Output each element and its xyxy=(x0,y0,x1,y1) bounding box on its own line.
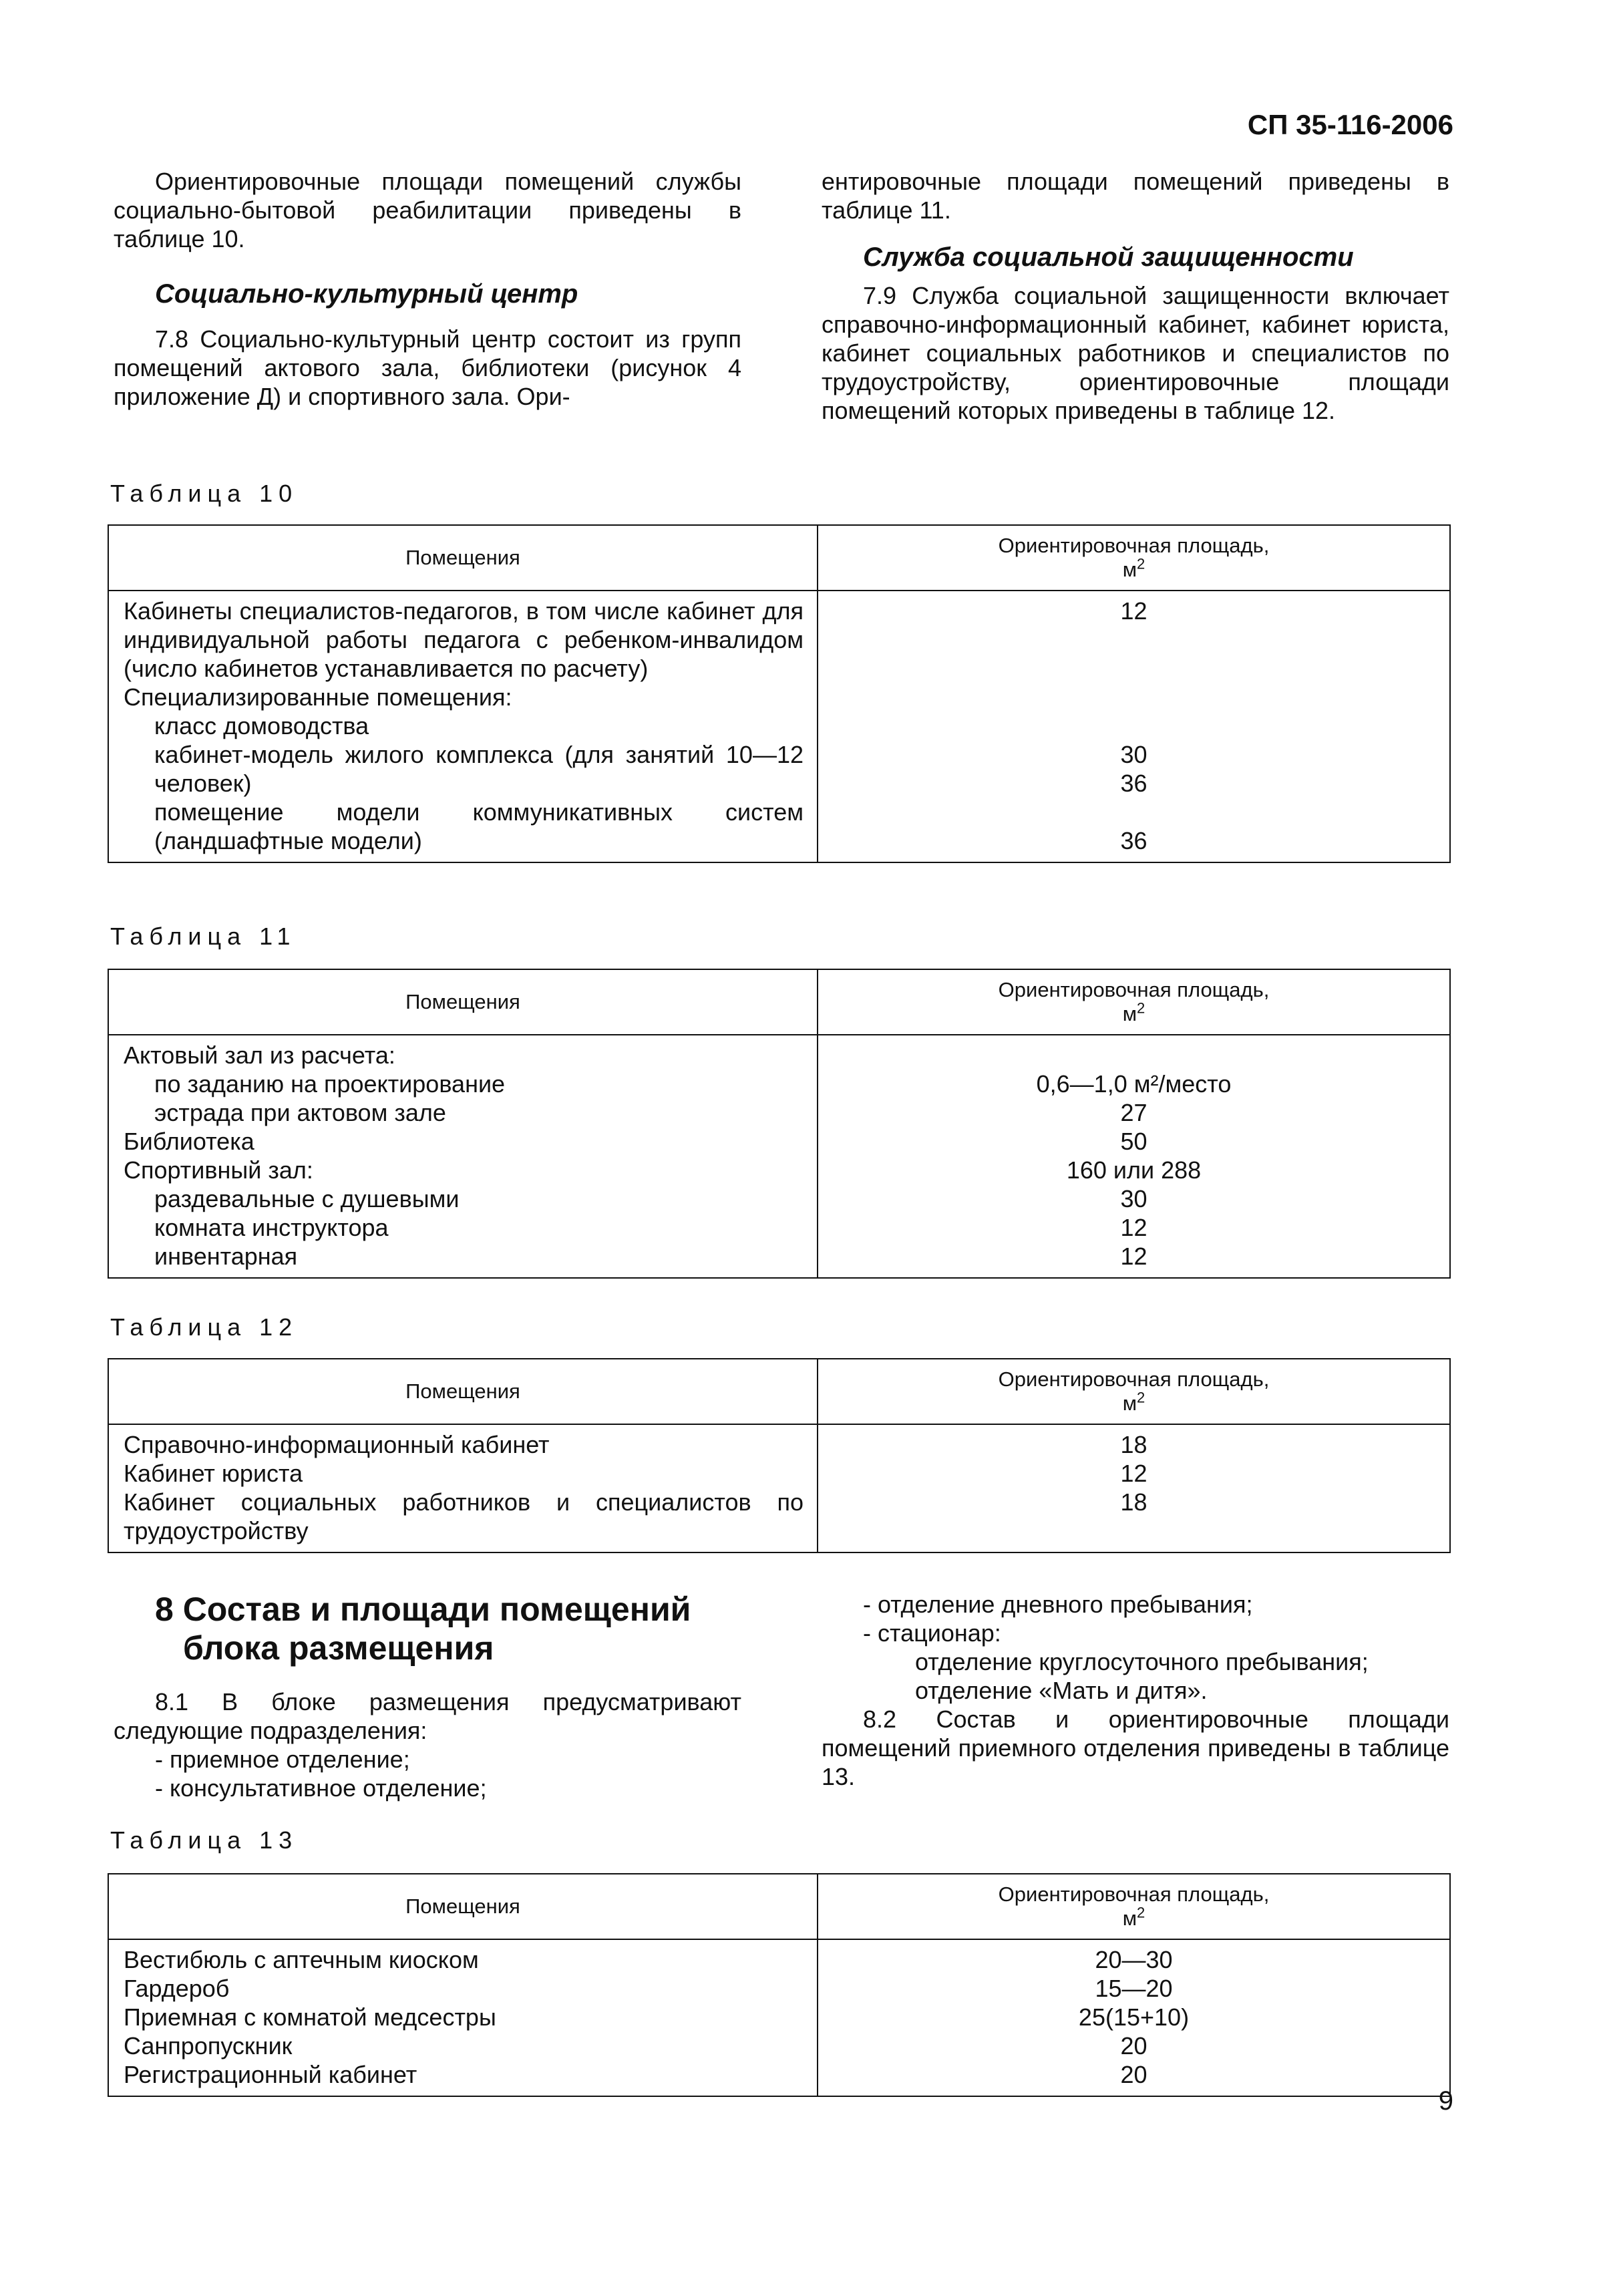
column-header: Ориентировочная площадь, $м^2$ xyxy=(818,1874,1450,1939)
paragraph: ентировочные площади помещений приведены в таблице 11. xyxy=(822,168,1449,224)
area-value: 12 xyxy=(1120,597,1147,625)
area-value: 36 xyxy=(1120,770,1147,797)
list-item: - консультативное отделение; xyxy=(155,1774,487,1802)
list-item: раздевальные с душевыми xyxy=(154,1185,460,1212)
area-value: 30 xyxy=(1120,1185,1147,1212)
table-caption: Таблица 11 xyxy=(110,923,297,950)
list-item: класс домоводства xyxy=(154,712,369,740)
section-heading: Служба социальной защищенности xyxy=(863,242,1354,272)
paragraph: 7.9 Служба социальной защищенности включает справочно-информационный кабинет, кабинет юриста, кабинет социальных работников и специалистов по трудоустройству, ориентировочные площади помещений которых приведены в таблице 12. xyxy=(822,282,1449,424)
list-item: Регистрационный кабинет xyxy=(124,2061,417,2088)
areas-cell xyxy=(818,1939,1450,2096)
list-item: - стационар: xyxy=(863,1619,1001,1647)
area-value: 30 xyxy=(1120,741,1147,768)
right-column-section8 xyxy=(822,1590,1449,1791)
list-item: Вестибюль с аптечным киоском xyxy=(124,1946,479,1973)
paragraph: 7.8 Социально-культурный центр состоит из групп помещений актового зала, библиотеки (рисунок 4 приложение Д) и спортивного зала. Ори- xyxy=(114,325,741,410)
table-11 xyxy=(108,969,1451,1279)
area-value: 20 xyxy=(1120,2061,1147,2088)
rooms-cell xyxy=(108,1035,818,1278)
left-column-section8 xyxy=(114,1590,741,1802)
page-number: 9 xyxy=(1438,2086,1453,2116)
column-header: Помещения xyxy=(108,1874,818,1939)
table-13 xyxy=(108,1873,1451,2097)
area-value: 25(15+10) xyxy=(1078,2003,1190,2031)
list-item: инвентарная xyxy=(154,1243,298,1270)
chapter-heading: 8 Состав и площади помещений блока размещения xyxy=(155,1591,691,1667)
rooms-cell xyxy=(108,591,818,862)
column-header: Помещения xyxy=(108,525,818,591)
column-header: Ориентировочная площадь, $м^2$ xyxy=(818,525,1450,591)
list-item: Кабинет социальных работников и специалистов по трудоустройству xyxy=(124,1488,804,1544)
list-item: помещение модели коммуникативных систем (ландшафтные модели) xyxy=(154,798,804,854)
area-value: 0,6—1,0 м²/место xyxy=(1036,1070,1232,1098)
paragraph: 8.1 В блоке размещения предусматривают следующие подразделения: xyxy=(114,1688,741,1744)
areas-cell xyxy=(818,1035,1450,1278)
area-value xyxy=(818,1041,1449,1070)
list-item: Гардероб xyxy=(124,1975,230,2002)
list-item: кабинет-модель жилого комплекса (для занятий 10—12 человек) xyxy=(154,741,804,797)
list-item: отделение «Мать и дитя». xyxy=(915,1677,1208,1704)
area-value: 12 xyxy=(1120,1214,1147,1241)
table-caption: Таблица 10 xyxy=(110,480,299,507)
area-value: 160 или 288 xyxy=(1066,1156,1202,1184)
table-12 xyxy=(108,1358,1451,1553)
area-value: 12 xyxy=(1120,1243,1147,1270)
list-item: Библиотека xyxy=(124,1128,254,1155)
area-value: 27 xyxy=(1120,1099,1147,1126)
area-value: 18 xyxy=(1120,1488,1147,1516)
list-item: Спортивный зал: xyxy=(124,1156,313,1184)
column-header: Ориентировочная площадь, $м^2$ xyxy=(818,969,1450,1035)
area-value: 36 xyxy=(1120,827,1147,854)
column-header: Помещения xyxy=(108,1359,818,1424)
area-value: 18 xyxy=(1120,1431,1147,1458)
paragraph: Ориентировочные площади помещений службы социально-бытовой реабилитации приведены в таблице 10. xyxy=(114,168,741,253)
list-item: эстрада при актовом зале xyxy=(154,1099,446,1126)
right-column-top xyxy=(822,167,1449,425)
list-item: Приемная с комнатой медсестры xyxy=(124,2003,496,2031)
table-10 xyxy=(108,524,1451,863)
list-item: Санпропускник xyxy=(124,2032,293,2060)
column-header: Ориентировочная площадь, $м^2$ xyxy=(818,1359,1450,1424)
list-item: - приемное отделение; xyxy=(155,1746,410,1773)
list-item: Кабинет юриста xyxy=(124,1460,303,1487)
section-heading: Социально-культурный центр xyxy=(155,279,578,309)
rooms-cell xyxy=(108,1939,818,2096)
area-value: 20 xyxy=(1120,2032,1147,2060)
area-value xyxy=(818,711,1449,740)
area-value: 15—20 xyxy=(1095,1975,1173,2002)
list-item: Кабинеты специалистов-педагогов, в том числе кабинет для индивидуальной работы педагога с ребенком-инвалидом (число кабинетов устанавливается по расчету) xyxy=(124,597,804,682)
list-item: Специализированные помещения: xyxy=(124,683,512,711)
area-value: 50 xyxy=(1120,1128,1147,1155)
left-column-top xyxy=(114,167,741,411)
list-item: Актовый зал из расчета: xyxy=(124,1041,395,1069)
area-value: 20—30 xyxy=(1095,1946,1173,1973)
list-item: комната инструктора xyxy=(154,1214,389,1241)
list-item: отделение круглосуточного пребывания; xyxy=(915,1648,1369,1675)
table-caption: Таблица 13 xyxy=(110,1826,299,1854)
areas-cell xyxy=(818,591,1450,862)
document-id: СП 35-116-2006 xyxy=(1247,109,1453,140)
area-value: 12 xyxy=(1120,1460,1147,1487)
column-header: Помещения xyxy=(108,969,818,1035)
table-caption: Таблица 12 xyxy=(110,1313,299,1341)
list-item: Справочно-информационный кабинет xyxy=(124,1431,550,1458)
paragraph: 8.2 Состав и ориентировочные площади помещений приемного отделения приведены в таблице 13. xyxy=(822,1705,1449,1790)
areas-cell xyxy=(818,1424,1450,1552)
list-item: - отделение дневного пребывания; xyxy=(863,1591,1253,1618)
rooms-cell xyxy=(108,1424,818,1552)
list-item: по заданию на проектирование xyxy=(154,1070,506,1098)
